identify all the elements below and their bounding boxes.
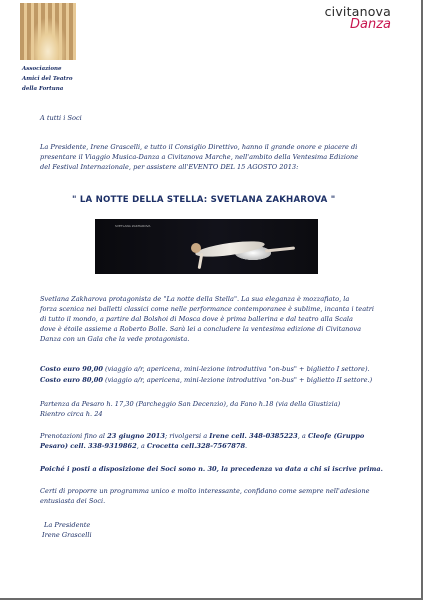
photo-caption: SVETLANA ZAKHAROVA	[115, 224, 151, 228]
cost-label: Costo euro 90,00	[40, 365, 103, 373]
departure-line: Partenza da Pesaro h. 17,30 (Parcheggio San Decenzio), da Fano h.18 (via della Giustizia)	[40, 400, 341, 408]
greeting: A tutti i Soci	[40, 114, 82, 122]
association-line: della Fortuna	[22, 86, 64, 92]
priority-notice: Poiché i posti a disposizione dei Soci sono n. 30, la precedenza va data a chi si iscrive prima.	[40, 465, 383, 473]
logo-top-text: civitanova	[324, 4, 391, 19]
association-line: Amici del Teatro	[22, 76, 73, 82]
event-title: " LA NOTTE DELLA STELLA: SVETLANA ZAKHAROVA "	[72, 195, 336, 205]
description-line: forza scenica nei balletti classici come nelle performance contemporanee è sublime, incanta i teatri	[40, 305, 375, 313]
cost-label: Costo euro 80,00	[40, 376, 103, 384]
cost-line-second	[40, 375, 396, 385]
closing-line: entusiasta dei Soci.	[40, 497, 106, 505]
description-line: Svetlana Zakharova protagonista de "La notte della Stella". La sua eleganza è mozzafiato, la	[40, 295, 350, 303]
description-line: di tutto il mondo, a partire dal Bolshoi di Mosca dove è prima ballerina e dal teatro alla Scala	[40, 315, 353, 323]
description-line: dove è étoile assieme a Roberto Bolle. Sarà lei a concludere la ventesima edizione di Civitanova	[40, 325, 362, 333]
return-line: Rientro circa h. 24	[40, 410, 103, 418]
association-name	[22, 64, 102, 94]
civitanova-danza-logo	[325, 6, 391, 31]
intro-line: presentare il Viaggio Musica-Danza a Civitanova Marche, nell'ambito della Ventesima Edizione	[40, 153, 359, 161]
theatre-interior-image	[20, 3, 76, 60]
intro-line: La Presidente, Irene Grascelli, e tutto il Consiglio Direttivo, hanno il grande onore e piacere di	[40, 143, 358, 151]
signature-name: Irene Grascelli	[42, 531, 92, 539]
dancer-photo	[95, 219, 318, 274]
booking-line: Pesaro) cell. 338-9319862, a Crocetta cell.328-7567878.	[40, 442, 248, 450]
cost-detail: (viaggio a/r, apericena, mini-lezione introduttiva "on-bus" + biglietto I settore).	[102, 365, 370, 373]
description-line: Danza con un Gala che la vede protagonista.	[40, 335, 190, 343]
booking-line: Prenotazioni fino al 23 giugno 2013; rivolgersi a Irene cell. 348-0385223, a Cleofe (Gruppo	[40, 432, 365, 440]
intro-line: del Festival Internazionale, per assistere all'EVENTO DEL 15 AGOSTO 2013:	[40, 163, 299, 171]
cost-detail: (viaggio a/r, apericena, mini-lezione introduttiva "on-bus" + biglietto II settore.)	[102, 376, 373, 384]
logo-bottom-text: Danza	[349, 17, 391, 32]
cost-line-first	[40, 364, 396, 374]
association-line: Associazione	[22, 66, 62, 72]
signature-title: La Presidente	[44, 521, 91, 529]
closing-line: Certi di proporre un programma unico e molto interessante, confidano come sempre nell'adesione	[40, 487, 370, 495]
